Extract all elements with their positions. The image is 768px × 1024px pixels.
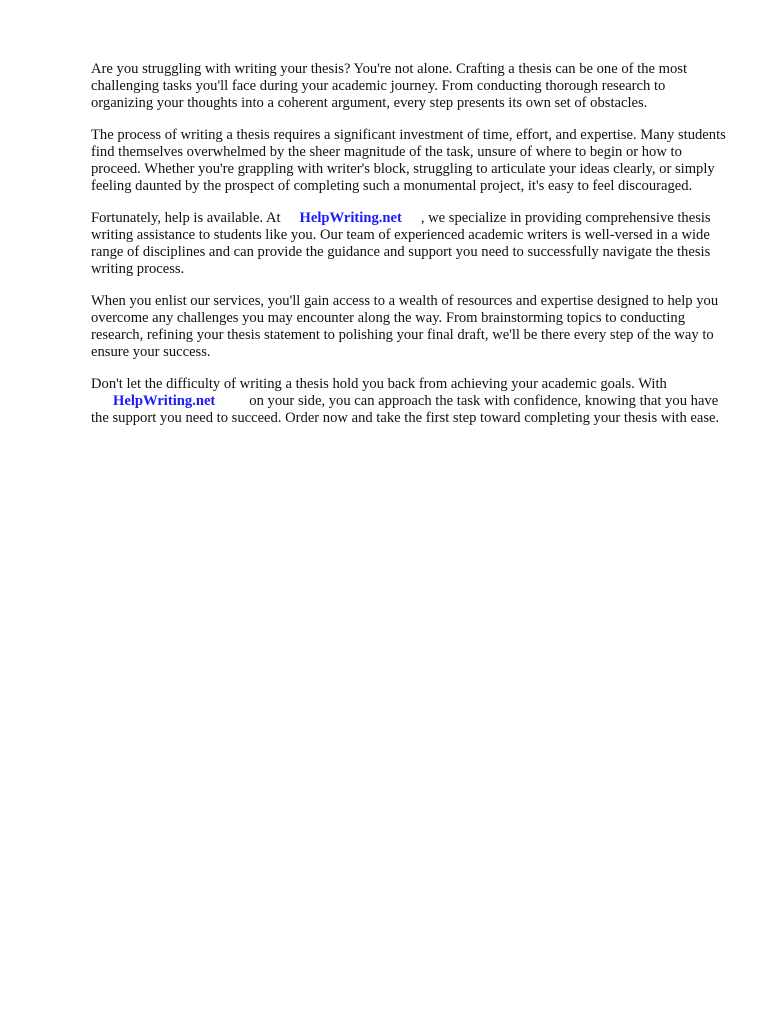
- help-text-before-link: Fortunately, help is available. At: [91, 210, 281, 226]
- helpwriting-link-closing[interactable]: HelpWriting.net: [113, 393, 216, 409]
- help-text-after-link: , we specialize in providing comprehensive thesis writing assistance to students like you. Our team of experienced academic writers is well-versed in a wide range of disciplines and can provide the guidance and support you need to successfully navigate the thesis writing process.: [91, 210, 711, 277]
- paragraph-process: The process of writing a thesis requires a significant investment of time, effort, and expertise. Many students find themselves overwhelmed by the sheer magnitude of the task, unsure of where to begin or how to proceed. Whether you're grappling with writer's block, struggling to articulate your ideas clearly, or simply feeling daunted by the prospect of completing such a monumental project, it's easy to feel discouraged.: [91, 127, 726, 194]
- paragraph-closing: [91, 376, 731, 427]
- paragraph-help: [91, 210, 731, 278]
- paragraph-services: When you enlist our services, you'll gain access to a wealth of resources and expertise designed to help you overcome any challenges you may encounter along the way. From brainstorming topics to conducting research, refining your thesis statement to polishing your final draft, we'll be there every step of the way to ensure your success.: [91, 293, 719, 360]
- closing-text-before-link: Don't let the difficulty of writing a thesis hold you back from achieving your academic goals. With: [91, 376, 667, 392]
- document-body: [91, 61, 731, 442]
- closing-text-after-link: on your side, you can approach the task with confidence, knowing that you have the support you need to succeed. Order now and take the first step toward completing your thesis with ease.: [91, 393, 720, 426]
- helpwriting-link[interactable]: HelpWriting.net: [299, 210, 402, 226]
- paragraph-intro: Are you struggling with writing your thesis? You're not alone. Crafting a thesis can be one of the most challenging tasks you'll face during your academic journey. From conducting thorough research to organizing your thoughts into a coherent argument, every step presents its own set of obstacles.: [91, 61, 688, 111]
